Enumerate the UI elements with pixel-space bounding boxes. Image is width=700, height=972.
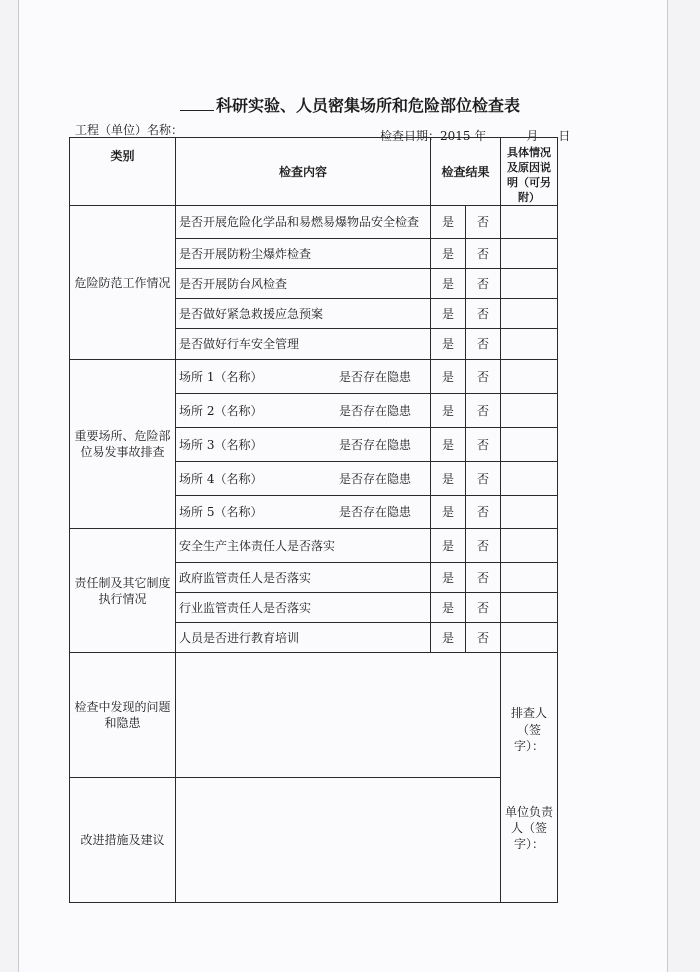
place-item <box>176 360 431 394</box>
detail-cell[interactable] <box>501 329 558 360</box>
inspection-table <box>69 137 558 903</box>
no-option[interactable]: 否 <box>466 394 501 428</box>
header-detail: 具体情况及原因说明（可另附） <box>501 138 558 206</box>
detail-cell[interactable] <box>501 360 558 394</box>
yes-option[interactable]: 是 <box>431 462 466 496</box>
no-option[interactable]: 否 <box>466 529 501 563</box>
date-year: 检查日期：2015 年 <box>380 129 487 143</box>
place-item <box>176 394 431 428</box>
no-option[interactable]: 否 <box>466 563 501 593</box>
item-text: 是否做好行车安全管理 <box>176 329 431 360</box>
yes-option[interactable]: 是 <box>431 239 466 269</box>
leader-signature-label: 单位负责人（签字）： <box>505 804 554 852</box>
detail-cell[interactable] <box>501 593 558 623</box>
item-text: 是否开展防粉尘爆炸检查 <box>176 239 431 269</box>
place-item <box>176 496 431 529</box>
item-text: 人员是否进行教育培训 <box>176 623 431 653</box>
date-day: 日 <box>558 129 571 143</box>
header-category: 类别 <box>70 138 176 206</box>
yes-option[interactable]: 是 <box>431 529 466 563</box>
detail-cell[interactable] <box>501 623 558 653</box>
hazard-question: 是否存在隐患 <box>338 403 411 418</box>
no-option[interactable]: 否 <box>466 593 501 623</box>
no-option[interactable]: 否 <box>466 299 501 329</box>
problems-row <box>70 653 558 778</box>
no-option[interactable]: 否 <box>466 269 501 299</box>
detail-cell[interactable] <box>501 462 558 496</box>
yes-option[interactable]: 是 <box>431 360 466 394</box>
detail-cell[interactable] <box>501 394 558 428</box>
table-row <box>70 529 558 563</box>
signature-cell <box>501 653 558 903</box>
hazard-question: 是否存在隐患 <box>338 505 411 520</box>
detail-cell[interactable] <box>501 529 558 563</box>
no-option[interactable]: 否 <box>466 360 501 394</box>
table-row <box>70 206 558 239</box>
detail-cell[interactable] <box>501 496 558 529</box>
date-month: 月 <box>526 129 539 143</box>
hazard-question: 是否存在隐患 <box>338 369 411 384</box>
yes-option[interactable]: 是 <box>431 563 466 593</box>
no-option[interactable]: 否 <box>466 496 501 529</box>
detail-cell[interactable] <box>501 206 558 239</box>
no-option[interactable]: 否 <box>466 206 501 239</box>
detail-cell[interactable] <box>501 299 558 329</box>
unit-name-label: 工程（单位）名称： <box>75 123 184 137</box>
yes-option[interactable]: 是 <box>431 394 466 428</box>
yes-option[interactable]: 是 <box>431 623 466 653</box>
detail-cell[interactable] <box>501 239 558 269</box>
form-title <box>0 93 700 116</box>
problems-field[interactable] <box>176 653 501 778</box>
measures-field[interactable] <box>176 778 501 903</box>
item-text: 政府监管责任人是否落实 <box>176 563 431 593</box>
hazard-question: 是否存在隐患 <box>338 471 411 486</box>
place-name: 场所 2（名称） <box>179 403 263 418</box>
yes-option[interactable]: 是 <box>431 593 466 623</box>
item-text: 是否做好紧急救援应急预案 <box>176 299 431 329</box>
title-text: 科研实验、人员密集场所和危险部位检查表 <box>215 96 520 115</box>
no-option[interactable]: 否 <box>466 462 501 496</box>
table-row <box>70 360 558 394</box>
item-text: 行业监管责任人是否落实 <box>176 593 431 623</box>
yes-option[interactable]: 是 <box>431 496 466 529</box>
yes-option[interactable]: 是 <box>431 269 466 299</box>
yes-option[interactable]: 是 <box>431 428 466 462</box>
no-option[interactable]: 否 <box>466 623 501 653</box>
place-item <box>176 428 431 462</box>
place-name: 场所 4（名称） <box>179 471 263 486</box>
no-option[interactable]: 否 <box>466 428 501 462</box>
place-name: 场所 1（名称） <box>179 369 263 384</box>
measures-row <box>70 778 558 903</box>
header-content: 检查内容 <box>176 138 431 206</box>
detail-cell[interactable] <box>501 269 558 299</box>
hazard-question: 是否存在隐患 <box>338 437 411 452</box>
item-text: 安全生产主体责任人是否落实 <box>176 529 431 563</box>
yes-option[interactable]: 是 <box>431 299 466 329</box>
item-text: 是否开展防台风检查 <box>176 269 431 299</box>
header-row <box>70 138 558 206</box>
inspector-signature-label: 排查人（签字）： <box>511 706 548 753</box>
place-item <box>176 462 431 496</box>
title-blank <box>180 110 214 111</box>
problems-label: 检查中发现的问题和隐患 <box>70 653 176 778</box>
detail-cell[interactable] <box>501 428 558 462</box>
place-name: 场所 5（名称） <box>179 505 263 520</box>
yes-option[interactable]: 是 <box>431 329 466 360</box>
category-cell: 责任制及其它制度执行情况 <box>70 529 176 653</box>
header-result: 检查结果 <box>431 138 501 206</box>
measures-label: 改进措施及建议 <box>70 778 176 903</box>
no-option[interactable]: 否 <box>466 239 501 269</box>
category-cell: 重要场所、危险部位易发事故排查 <box>70 360 176 529</box>
place-name: 场所 3（名称） <box>179 437 263 452</box>
detail-cell[interactable] <box>501 563 558 593</box>
no-option[interactable]: 否 <box>466 329 501 360</box>
item-text: 是否开展危险化学品和易燃易爆物品安全检查 <box>176 206 431 239</box>
category-cell: 危险防范工作情况 <box>70 206 176 360</box>
yes-option[interactable]: 是 <box>431 206 466 239</box>
